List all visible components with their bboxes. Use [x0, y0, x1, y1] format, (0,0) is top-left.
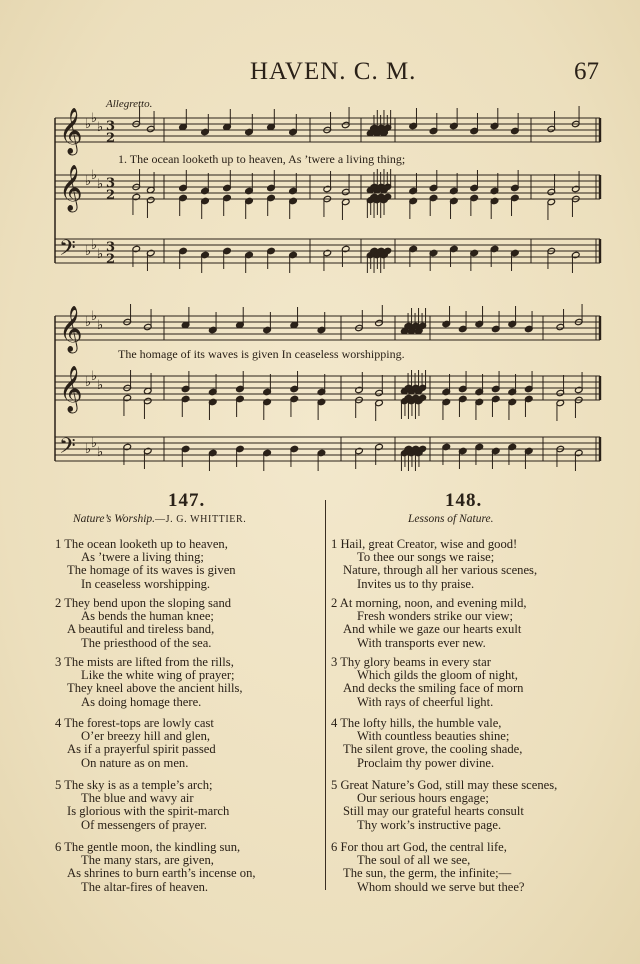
hymn-148-verse-4	[331, 717, 522, 770]
flat-sign: ♭	[85, 315, 92, 330]
verse-line: The priesthood of the sea.	[81, 635, 212, 650]
verse-line: 1 The ocean looketh up to heaven,	[55, 537, 228, 551]
verse-line: 5 The sky is as a temple’s arch;	[55, 778, 213, 792]
verse-line: As if a prayerful spirit passed	[67, 742, 216, 757]
verse-line: As bends the human knee;	[81, 609, 214, 624]
hymn-148-verse-2	[331, 597, 527, 650]
verse-line: And while we gaze our hearts exult	[343, 622, 522, 637]
flat-sign: ♭	[91, 168, 98, 183]
verse-line: 2 At morning, noon, and evening mild,	[331, 596, 527, 610]
verse-line: Invites us to thy praise.	[357, 576, 475, 591]
verse-line: With rays of cheerful light.	[357, 694, 494, 709]
verse-line: 3 The mists are lifted from the rills,	[55, 655, 234, 669]
flat-sign: ♭	[97, 445, 104, 460]
hymn-147-title-text: Nature’s Worship.	[73, 513, 156, 525]
lyric-line-1: 1. The ocean looketh up to heaven, As ’twere a living thing;	[118, 152, 406, 166]
verse-line: Fresh wonders strike our view;	[357, 609, 513, 624]
verse-line: The blue and wavy air	[81, 791, 194, 806]
time-signature-top: 3	[106, 176, 116, 191]
verse-line: As doing homage there.	[81, 694, 202, 709]
hymn-148-verse-6	[331, 841, 525, 894]
verse-line: They kneel above the ancient hills,	[67, 681, 243, 696]
flat-sign: ♭	[97, 378, 104, 393]
flat-sign: ♭	[97, 247, 104, 262]
bass-clef: 𝄢	[59, 434, 76, 464]
verse-line: Is glorious with the spirit-march	[67, 804, 230, 819]
hymn-147-title	[73, 513, 246, 525]
verse-line: 6 For thou art God, the central life,	[331, 840, 507, 854]
treble-clef: 𝄞	[59, 366, 83, 412]
verse-line: 3 Thy glory beams in every star	[331, 655, 491, 669]
verse-line: 4 The lofty hills, the humble vale,	[331, 716, 502, 730]
hymn-148-title: Lessons of Nature.	[408, 513, 494, 525]
verse-line: Thy work’s instructive page.	[357, 817, 502, 832]
verse-line: 2 They bend upon the sloping sand	[55, 596, 232, 610]
hymn-147-number: 147.	[168, 490, 206, 511]
page-number: 67	[574, 58, 599, 85]
flat-sign: ♭	[91, 369, 98, 384]
lyric-line-2: The homage of its waves is given In ceaseless worshipping.	[118, 347, 405, 361]
tempo-marking: Allegretto.	[106, 98, 153, 110]
time-signature-top: 3	[106, 240, 116, 255]
verse-line: The soul of all we see,	[357, 853, 471, 868]
verse-line: A beautiful and tireless band,	[67, 622, 215, 637]
time-signature-bottom: 2	[106, 131, 116, 146]
verse-line: To thee our songs we raise;	[357, 550, 495, 565]
verse-line: Which gilds the gloom of night,	[357, 668, 518, 683]
treble-clef: 𝄞	[59, 165, 83, 211]
hymn-147-verse-3	[55, 656, 243, 709]
verse-line: As shrines to burn earth’s incense on,	[67, 866, 256, 881]
hymn-148-number: 148.	[445, 490, 483, 511]
verse-line: The many stars, are given,	[81, 853, 214, 868]
treble-clef: 𝄞	[59, 306, 83, 352]
flat-sign: ♭	[97, 318, 104, 333]
flat-sign: ♭	[97, 120, 104, 135]
flat-sign: ♭	[91, 309, 98, 324]
hymn-148-verse-1	[331, 538, 537, 591]
verse-line: With countless beauties shine;	[357, 729, 510, 744]
verse-line: Nature, through all her various scenes,	[343, 563, 538, 578]
hymn-147-verse-1	[55, 538, 236, 591]
verse-line: Whom should we serve but thee?	[357, 879, 525, 894]
verse-line: Still may our grateful hearts consult	[343, 804, 524, 819]
verse-line: The sun, the germ, the infinite;—	[343, 866, 512, 881]
flat-sign: ♭	[97, 177, 104, 192]
verse-line: 6 The gentle moon, the kindling sun,	[55, 840, 241, 854]
verse-line: Proclaim thy power divine.	[357, 755, 495, 770]
time-signature-bottom: 2	[106, 188, 116, 203]
hymn-147-verse-4	[55, 717, 216, 770]
verse-line: 5 Great Nature’s God, still may these scenes,	[331, 778, 558, 792]
verse-line: Like the white wing of prayer;	[81, 668, 235, 683]
time-signature-bottom: 2	[106, 252, 116, 267]
verse-line: As ’twere a living thing;	[81, 550, 204, 565]
hymn-147-verse-6	[55, 841, 256, 894]
verse-line: And decks the smiling face of morn	[343, 681, 524, 696]
time-signature-top: 3	[106, 119, 116, 134]
flat-sign: ♭	[91, 436, 98, 451]
verse-line: With transports ever new.	[357, 635, 486, 650]
verse-line: The homage of its waves is given	[67, 563, 236, 578]
tune-title: HAVEN. C. M.	[250, 58, 417, 85]
hymn-147-verse-5	[55, 779, 229, 832]
verse-line: The silent grove, the cooling shade,	[343, 742, 523, 757]
hymn-147-verse-2	[55, 597, 231, 650]
verse-line: O’er breezy hill and glen,	[81, 729, 211, 744]
flat-sign: ♭	[91, 238, 98, 253]
treble-clef: 𝄞	[59, 108, 83, 154]
verse-line: 4 The forest-tops are lowly cast	[55, 716, 214, 730]
verse-line: The altar-fires of heaven.	[81, 879, 209, 894]
hymn-148-verse-5	[331, 779, 557, 832]
verse-line: Our serious hours engage;	[357, 791, 489, 806]
flat-sign: ♭	[85, 442, 92, 457]
music-score	[0, 0, 640, 480]
flat-sign: ♭	[85, 174, 92, 189]
flat-sign: ♭	[91, 111, 98, 126]
flat-sign: ♭	[85, 244, 92, 259]
verse-line: Of messengers of prayer.	[81, 817, 207, 832]
flat-sign: ♭	[85, 117, 92, 132]
hymn-148-verse-3	[331, 656, 523, 709]
verse-line: 1 Hail, great Creator, wise and good!	[331, 537, 518, 551]
column-divider	[325, 500, 326, 890]
flat-sign: ♭	[85, 375, 92, 390]
bass-clef: 𝄢	[59, 236, 76, 266]
verse-line: On nature as on men.	[81, 755, 189, 770]
verse-line: In ceaseless worshipping.	[81, 576, 211, 591]
hymn-147-author: —J. G. WHITTIER.	[155, 514, 247, 525]
